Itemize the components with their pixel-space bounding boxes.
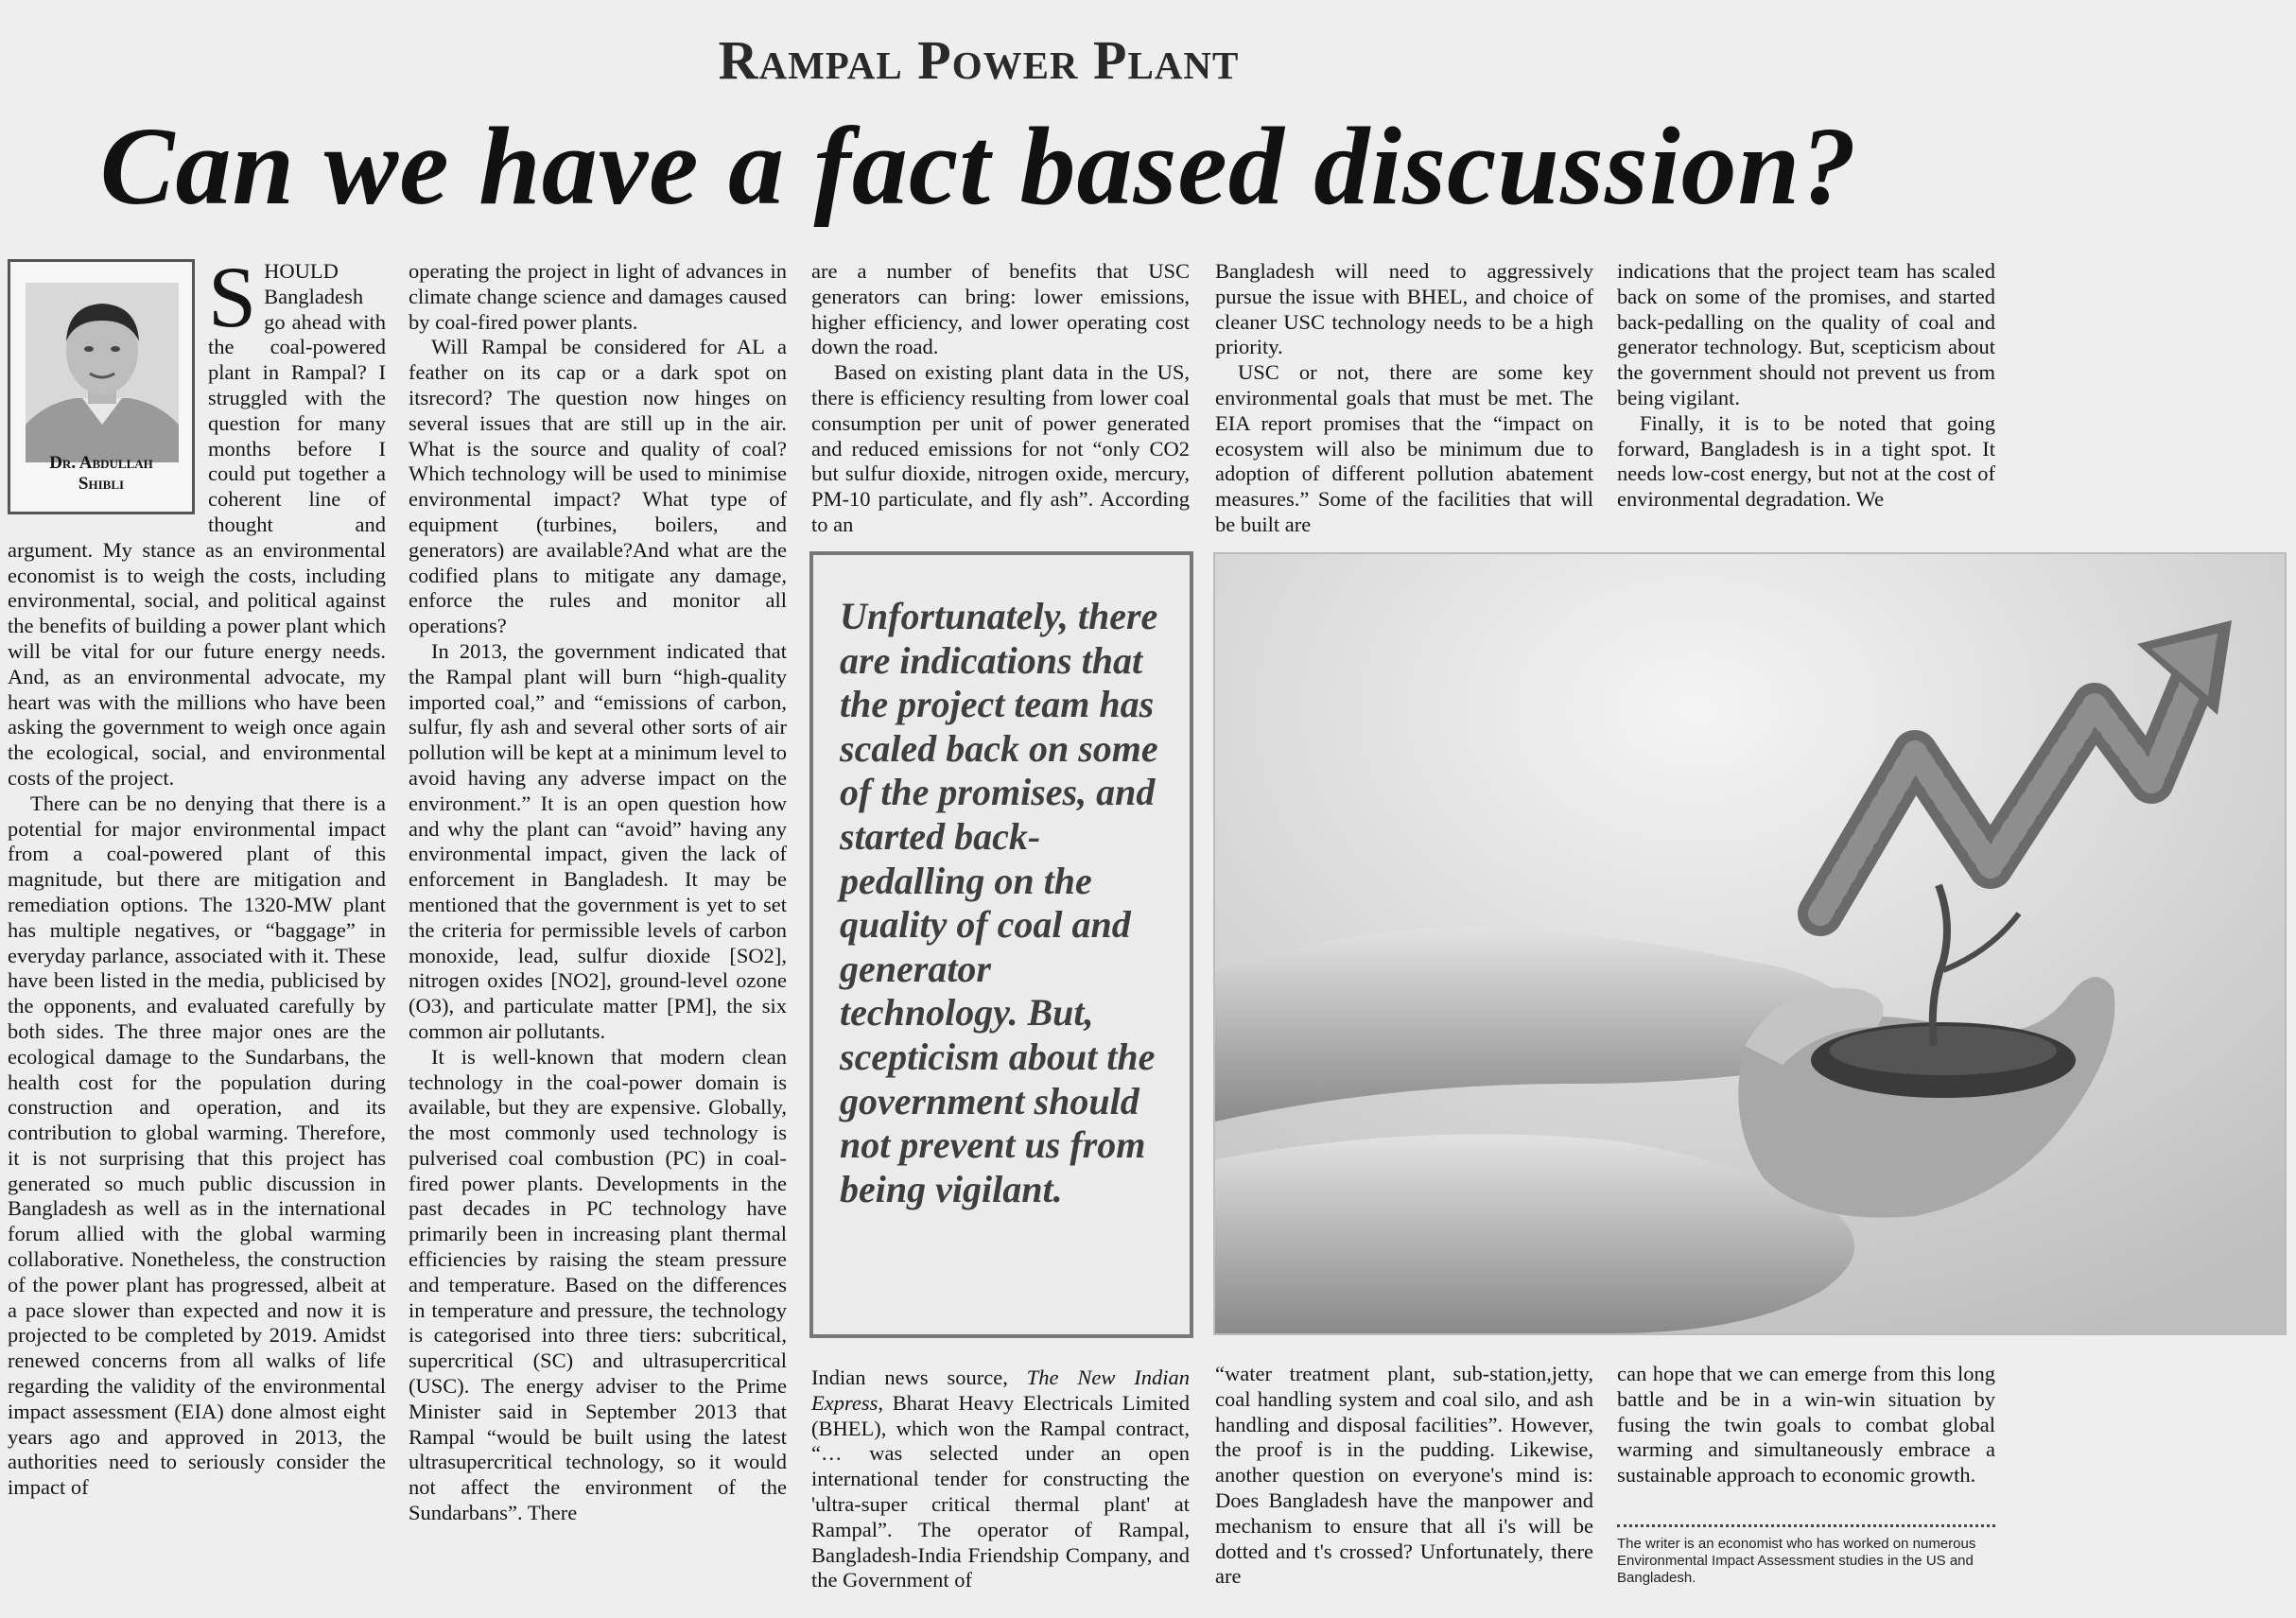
article-column-4-bottom [1215,1362,1593,1590]
article-column-3-bottom [811,1366,1190,1593]
col3-bottom-text-post: , Bharat Heavy Electricals Limited (BHEL), which won the Rampal contract, “… was selected under an open international tender for constructing the 'ultra-super critical thermal plant' at Rampal”. The operator of Rampal, Bangladesh-India Friendship Company, and the Government of [811,1390,1190,1592]
article-column-5-top [1617,259,1995,513]
newspaper-name: The New Indian Express [811,1366,1190,1415]
col2-paragraph-4: It is well-known that modern clean technology in the coal-power domain is available, but they are expensive. Globally, the most commonly used technology is pulverised coal combustion (PC) in coal-fired power plants. Developments in the past decades in PC technology have primarily been in increasing plant thermal efficiencies by raising the steam pressure and temperature. Based on the differences in temperature and pressure, the technology is categorised into three tiers: subcritical, supercritical (SC) and ultrasupercritical (USC). The energy adviser to the Prime Minister said in September 2013 that Rampal “would be built using the latest ultrasupercritical technology, so it would not affect the environment of the Sundarbans”. There [409,1044,787,1525]
col1-paragraph-2: There can be no denying that there is a potential for major environmental impact from a coal-powered plant of this magnitude, but there are mitigation and remediation options. The 1320-MW plant has multiple negatives, or “baggage” in everyday parlance, associated with it. These have been listed in the media, publicised by the opponents, and evaluated carefully by both sides. The three major ones are the ecological damage to the Sundarbans, the health cost for the population during construction and operation, and its contribution to global warming. Therefore, it is not surprising that this project has generated so much public discussion in Bangladesh as well as in the international forum allied with the global warming collaborative. Nonetheless, the construction of the power plant has progressed, albeit at a pace slower than expected and now it is projected to be completed by 2019. Amidst renewed concerns from all walks of life regarding the validity of the environmental impact assessment (EIA) done almost eight years ago and approved in 2013, the authorities need to seriously consider the impact of [8,791,386,1500]
article-headline: Can we have a fact based discussion? [99,104,1858,228]
article-column-2 [409,259,787,1526]
article-column-5-bottom [1617,1362,1995,1488]
article-column-4-top [1215,259,1593,538]
article-column-3-top [811,259,1190,538]
hero-image-seedling [1213,552,2287,1335]
col5-paragraph-1: indications that the project team has scaled back on some of the promises, and started back-pedalling on the quality of coal and generator technology. But, scepticism about the government should not prevent us from being vigilant. [1617,259,1995,409]
col1-paragraph-1: HOULD Bangladesh go ahead with the coal-powered plant in Rampal? I struggled with the question for many months before I could put together a coherent line of thought and argument. My stance as an environmental economist is to weigh the costs, including environmental, social, and political against the benefits of building a power plant which will be vital for our future energy needs. And, as an environmental advocate, my heart was with the millions who have been asking the government to weigh once again the ecological, social, and environmental costs of the project. [8,259,386,790]
section-kicker: Rampal Power Plant [718,29,1240,91]
col4-paragraph-2: USC or not, there are some key environmental goals that must be met. The EIA report promises that the “impact on ecosystem will also be minimum due to adoption of different pollution abatement measures.” Some of the facilities that will be built are [1215,360,1593,536]
col3-bottom-paragraph [811,1366,1190,1593]
author-name-line1: Dr. Abdullah [49,453,153,473]
pull-quote: Unfortunately, there are indications that the project team has scaled back on some of the promises, and started back-pedalling on the quality of coal and generator technology. But, scepticism about the government should not prevent us from being vigilant. [809,551,1193,1338]
seedling-arrow-illustration [1215,554,2285,1333]
writer-note-divider [1617,1524,1995,1527]
drop-cap: S [208,249,257,345]
col3-paragraph-2: Based on existing plant data in the US, there is efficiency resulting from lower coal consumption per unit of power generated and reduced emissions for not “only CO2 but sulfur dioxide, nitrogen oxide, mercury, PM-10 particulate, and fly ash”. According to an [811,360,1190,536]
col2-paragraph-2: Will Rampal be considered for AL a feather on its cap or a dark spot on itsrecord? The question now hinges on several issues that are still up in the air. What is the source and quality of coal? Which technology will be used to minimise environmental impact? What type of equipment (turbines, boilers, and generators) are available?And what are the codified plans to mitigate any damage, enforce the rules and monitor all operations? [409,335,787,638]
col2-paragraph-1: operating the project in light of advances in climate change science and damages caused by coal-fired power plants. [409,259,787,334]
author-name-line2: Shibli [78,474,125,494]
col2-paragraph-3: In 2013, the government indicated that the Rampal plant will burn “high-quality imported coal,” and “emissions of carbon, sulfur, fly ash and several other sorts of air pollution will be kept at a minimum level to avoid having any adverse impact on the environment.” It is an open question how and why the plant can “avoid” having any environmental impact, given the lack of enforcement in Bangladesh. It may be mentioned that the government is yet to set the criteria for permissible levels of carbon monoxide, lead, sulfur dioxide [SO2], nitrogen oxides [NO2], ground-level ozone (O3), and particulate matter [PM], the six common air pollutants. [409,638,787,1043]
col5-bottom-paragraph: can hope that we can emerge from this long battle and be in a win-win situation by fusing the twin goals to combat global warming and simultaneously embrace a sustainable approach to economic growth. [1617,1362,1995,1488]
col3-bottom-text-pre: Indian news source, [811,1366,1027,1389]
col3-paragraph-1: are a number of benefits that USC generators can bring: lower emissions, higher efficiency, and lower operating cost down the road. [811,259,1190,359]
article-column-1 [8,249,386,1501]
col5-paragraph-2: Finally, it is to be noted that going forward, Bangladesh is in a tight spot. It needs low-cost energy, but not at the cost of environmental degradation. We [1617,410,1995,512]
author-byline [10,453,192,495]
author-photo-box [8,259,195,514]
writer-note: The writer is an economist who has worked on numerous Environmental Impact Assessment studies in the US and Bangladesh. [1617,1536,1976,1586]
col4-paragraph-1: Bangladesh will need to aggressively pursue the issue with BHEL, and choice of cleaner USC technology needs to be a high priority. [1215,259,1593,359]
author-portrait [26,283,179,462]
col4-bottom-paragraph: “water treatment plant, sub-station,jetty, coal handling system and coal silo, and ash handling and disposal facilities”. However, the proof is in the pudding. Likewise, another question on everyone's mind is: Does Bangladesh have the manpower and mechanism to ensure that all i's will be dotted and t's crossed? Unfortunately, there are [1215,1362,1593,1589]
